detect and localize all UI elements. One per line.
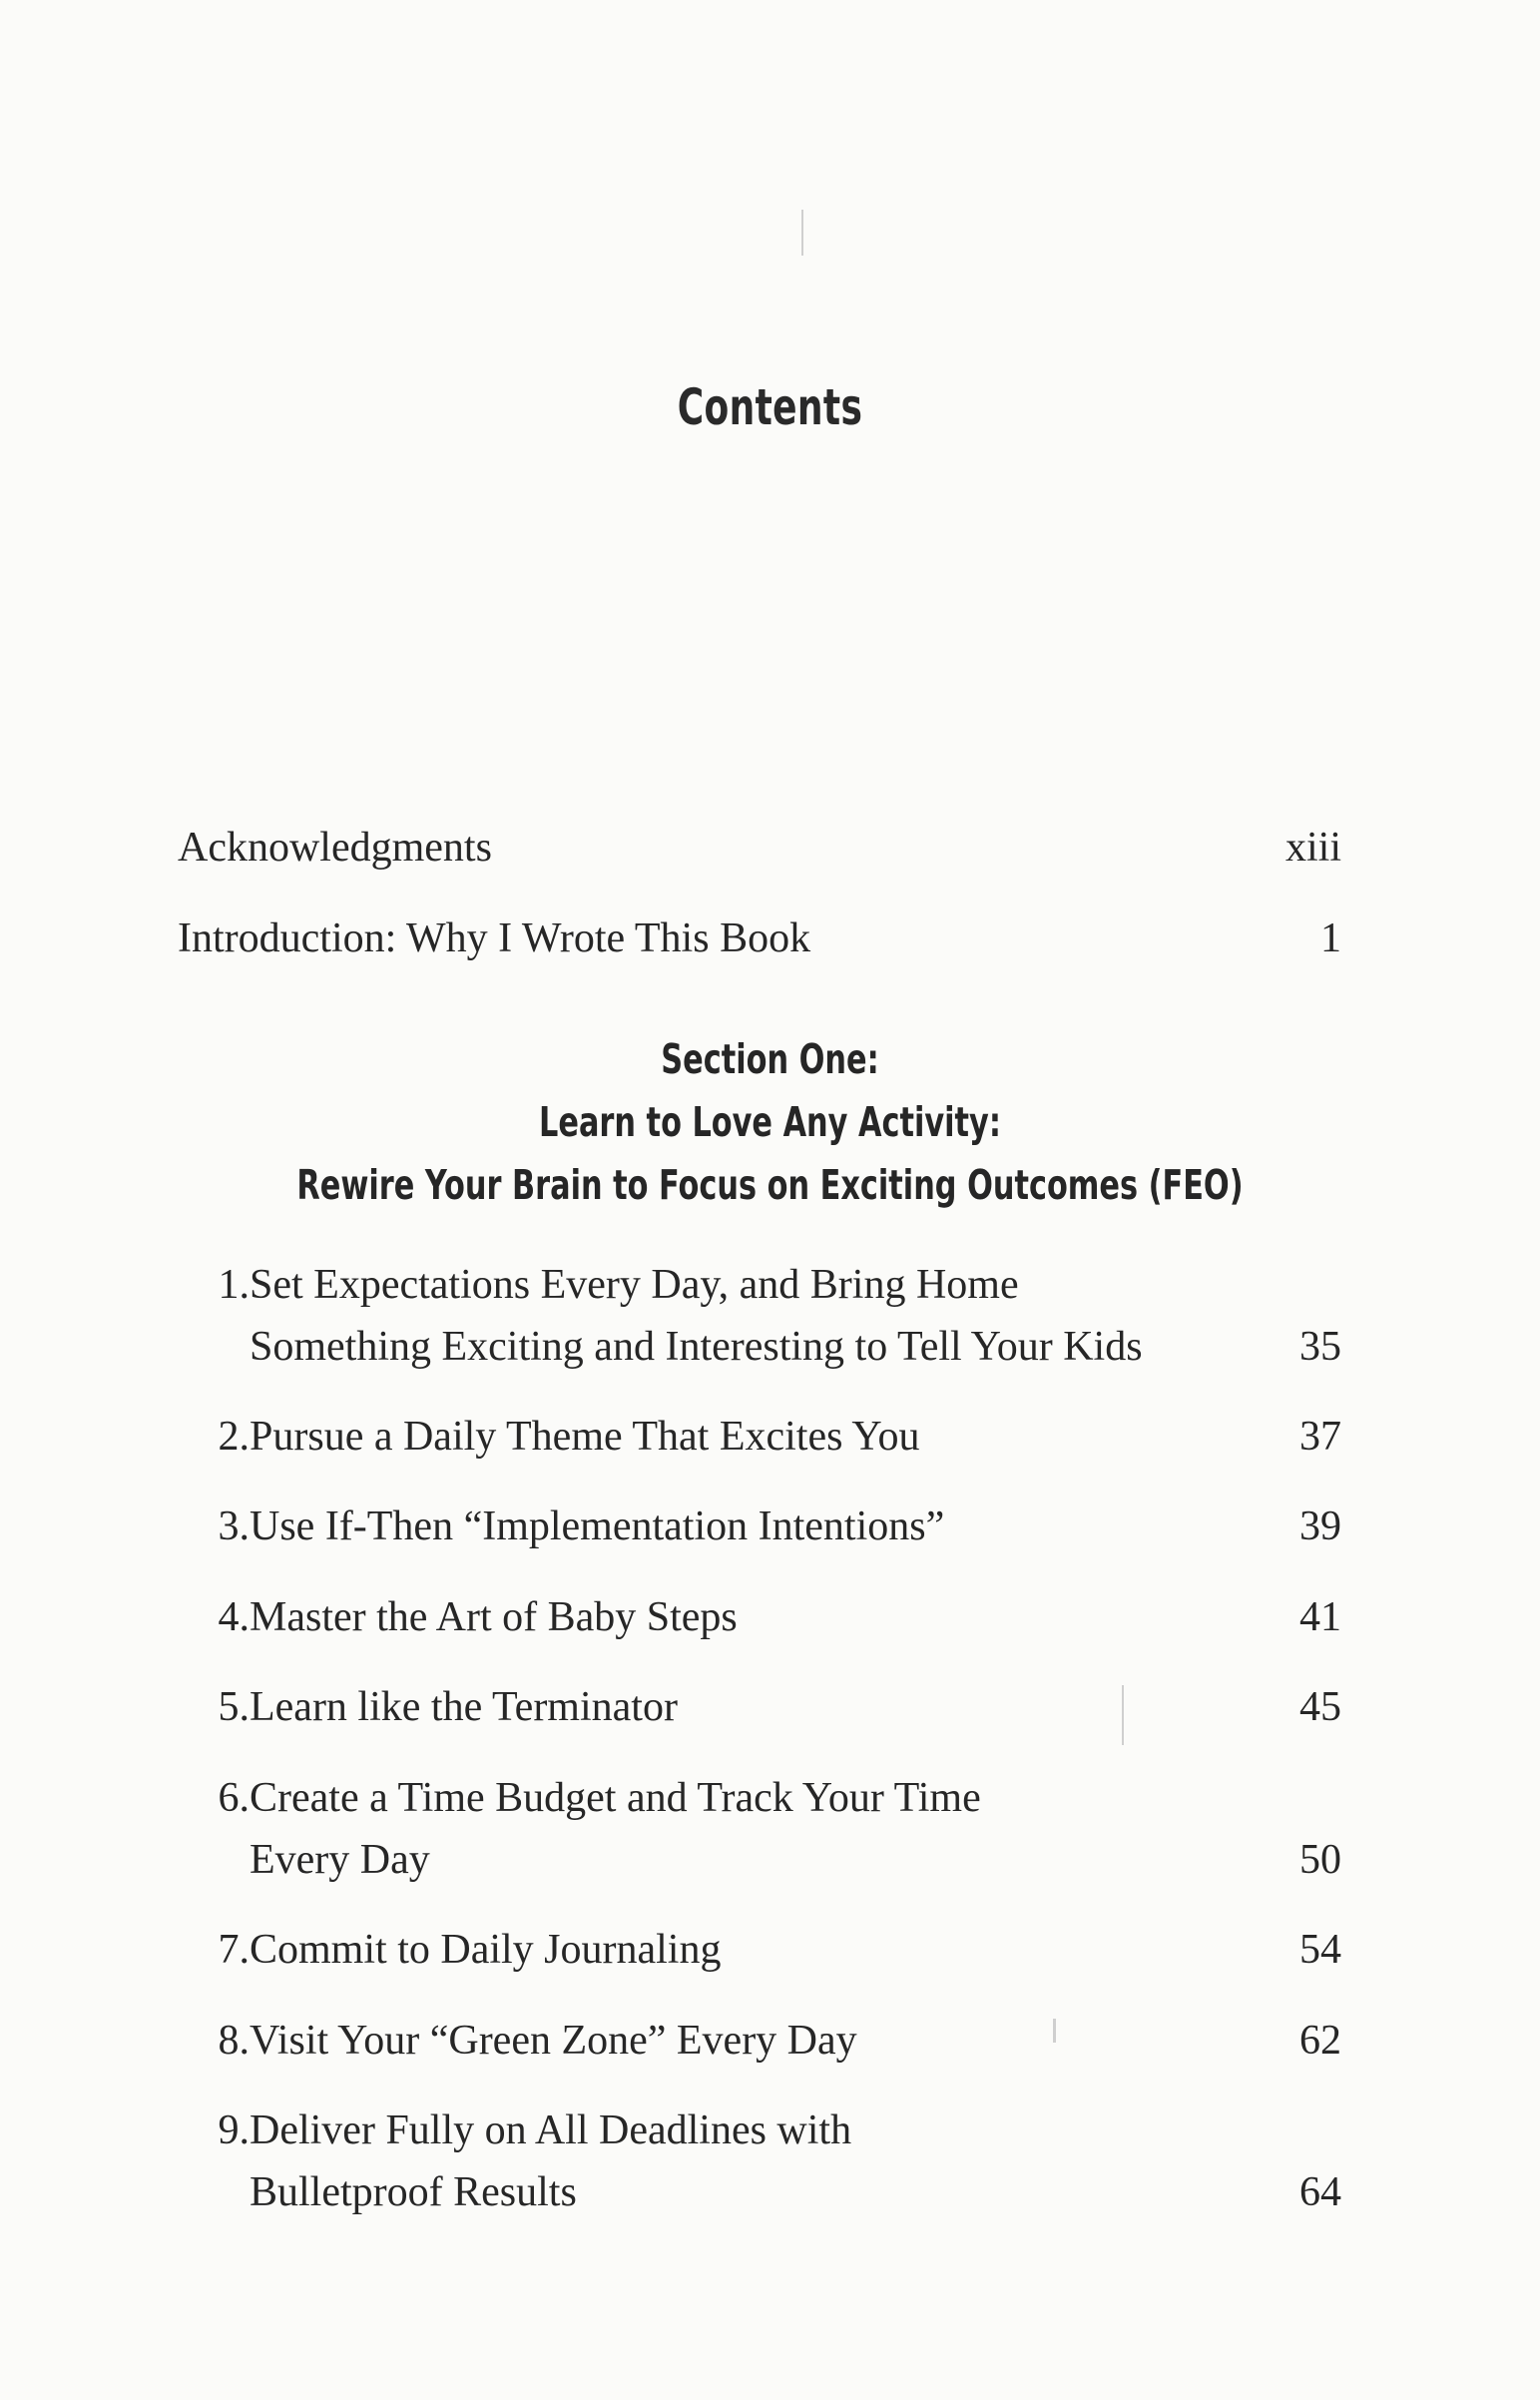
toc-page-number: 62 xyxy=(1299,2018,1341,2064)
chapter-title-line: Visit Your “Green Zone” Every Day xyxy=(250,2018,857,2064)
chapter-title-line: Commit to Daily Journaling xyxy=(250,1927,722,1973)
chapter-title xyxy=(250,1919,1258,1981)
toc-chapter-4[interactable] xyxy=(200,1586,1341,1648)
chapter-number: 1. xyxy=(218,1262,250,1308)
toc-page-number: 39 xyxy=(1299,1503,1341,1549)
chapter-number: 9. xyxy=(218,2107,250,2153)
chapter-number: 7. xyxy=(218,1927,250,1973)
chapter-title xyxy=(250,1676,1258,1738)
toc-page-number: 54 xyxy=(1299,1927,1341,1973)
page-title: Contents xyxy=(677,378,863,436)
toc-page-number: xiii xyxy=(1284,825,1341,871)
toc-page-number: 50 xyxy=(1299,1837,1341,1883)
section-heading xyxy=(0,1028,1540,1217)
scan-mark xyxy=(801,210,803,256)
toc-entry-label: Introduction: Why I Wrote This Book xyxy=(178,915,811,961)
chapter-title xyxy=(250,1496,1258,1557)
chapter-number: 5. xyxy=(218,1684,250,1730)
chapter-title xyxy=(250,1254,1258,1378)
chapter-title-line: Bulletproof Results xyxy=(250,2169,577,2215)
toc-page-number: 41 xyxy=(1299,1594,1341,1640)
section-subtitle: Rewire Your Brain to Focus on Exciting Outcomes (FEO) xyxy=(296,1161,1244,1209)
chapter-number: 3. xyxy=(218,1503,250,1549)
toc-chapter-1[interactable] xyxy=(200,1254,1341,1378)
chapter-title-line: Deliver Fully on All Deadlines with xyxy=(250,2107,852,2153)
toc-entry-label: Acknowledgments xyxy=(178,825,492,871)
section-number: Section One: xyxy=(661,1035,879,1083)
chapter-number: 2. xyxy=(218,1414,250,1460)
chapter-title-line: Master the Art of Baby Steps xyxy=(250,1594,738,1640)
chapter-title-line: Create a Time Budget and Track Your Time xyxy=(250,1775,981,1821)
toc-chapter-6[interactable] xyxy=(200,1767,1341,1891)
chapter-number: 8. xyxy=(218,2018,250,2064)
chapter-title xyxy=(250,1767,1258,1891)
chapter-number: 4. xyxy=(218,1594,250,1640)
chapter-title-line: Pursue a Daily Theme That Excites You xyxy=(250,1414,920,1460)
chapter-title-line: Learn like the Terminator xyxy=(250,1684,678,1730)
toc-chapter-9[interactable] xyxy=(200,2100,1341,2223)
toc-chapter-8[interactable] xyxy=(200,2010,1341,2072)
toc-chapter-7[interactable] xyxy=(200,1919,1341,1981)
toc-chapter-5[interactable] xyxy=(200,1676,1341,1738)
chapter-title-line: Every Day xyxy=(250,1837,430,1883)
chapter-title-line: Use If-Then “Implementation Intentions” xyxy=(250,1503,945,1549)
chapter-title-line: Set Expectations Every Day, and Bring Home xyxy=(250,1262,1019,1308)
toc-page-number: 1 xyxy=(1320,915,1341,961)
toc-page-number: 37 xyxy=(1299,1414,1341,1460)
toc-chapter-2[interactable] xyxy=(200,1406,1341,1468)
chapter-number: 6. xyxy=(218,1775,250,1821)
section-title: Learn to Love Any Activity: xyxy=(539,1098,1001,1146)
toc-page-number: 45 xyxy=(1299,1684,1341,1730)
toc-page-number: 64 xyxy=(1299,2169,1341,2215)
toc-chapter-3[interactable] xyxy=(200,1496,1341,1557)
chapter-title xyxy=(250,2010,1258,2072)
chapter-title-line: Something Exciting and Interesting to Tell Your Kids xyxy=(250,1324,1143,1370)
chapter-title xyxy=(250,2100,1258,2223)
chapter-title xyxy=(250,1406,1258,1468)
chapter-title xyxy=(250,1586,1258,1648)
toc-page-number: 35 xyxy=(1299,1324,1341,1370)
